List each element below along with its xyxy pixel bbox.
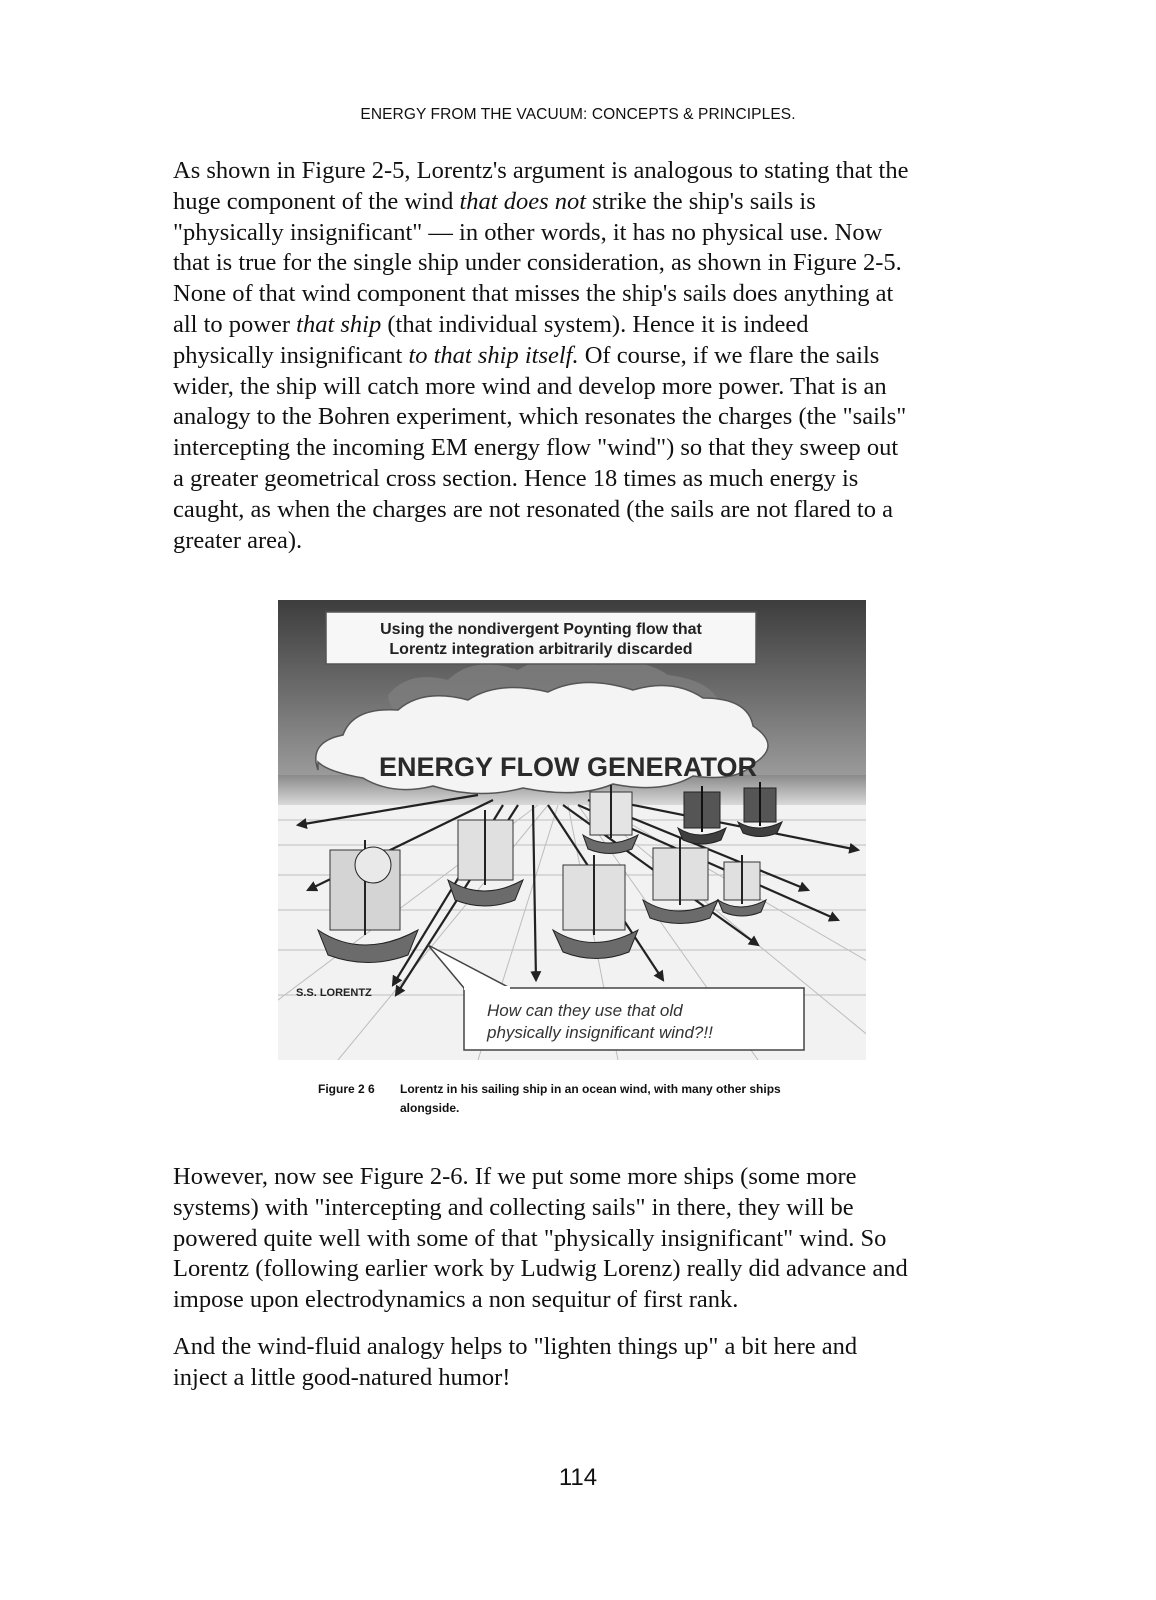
paragraph-lorentz-argument [173,156,1013,556]
ship [583,785,638,854]
text-line: However, now see Figure 2-6. If we put some more ships (some more [173,1163,857,1190]
text-run: (that individual system). Hence it is indeed [381,310,809,338]
text-run: Of course, if we flare the sails [578,341,880,369]
speech-line1: How can they use that old [487,1001,683,1020]
ship [553,855,638,959]
page-number: 114 [558,1464,598,1491]
text-line: None of that wind component that misses the ship's sails does anything at [173,280,894,308]
text-line [173,187,1013,218]
top-box-line1: Using the nondivergent Poynting flow that [380,621,702,638]
text-run: physically insignificant [173,341,409,369]
text-run: strike the ship's sails is [586,187,816,215]
text-line: that is true for the single ship under consideration, as shown in Figure 2-5. [173,249,902,277]
text-line: intercepting the incoming EM energy flow "wind") so that they sweep out [173,434,899,462]
paragraph-more-ships [173,1162,1013,1316]
text-line [173,341,1013,372]
text-line: "physically insignificant" — in other words, it has no physical use. Now [173,218,883,246]
top-box-line2: Lorentz integration arbitrarily discarded [389,641,693,658]
ship [718,855,766,916]
figure-caption [318,1080,878,1118]
text-line: systems) with "intercepting and collecting sails" in there, they will be [173,1193,854,1221]
running-head: ENERGY FROM THE VACUUM: CONCEPTS & PRINCIPLES. [360,106,796,123]
text-line: caught, as when the charges are not resonated (the sails are not flared to a [173,495,893,523]
italic-run: to that ship itself. [408,341,579,369]
italic-run: that ship [296,310,382,338]
caption-line1: Lorentz in his sailing ship in an ocean wind, with many other ships [400,1082,781,1096]
text-line [173,310,1013,341]
ship-label: S.S. LORENTZ [296,987,372,999]
ship [448,810,523,906]
ship [738,782,782,837]
ship [643,838,718,924]
text-run: all to power [173,310,297,338]
text-line: powered quite well with some of that "physically insignificant" wind. So [173,1224,887,1252]
text-line: a greater geometrical cross section. Hence 18 times as much energy is [173,464,859,492]
text-line: analogy to the Bohren experiment, which resonates the charges (the "sails" [173,403,907,431]
italic-run: that does not [459,187,587,215]
paragraph-humor [173,1332,1013,1394]
text-line: impose upon electrodynamics a non sequitur of first rank. [173,1286,739,1314]
text-line: Lorentz (following earlier work by Ludwig Lorenz) really did advance and [173,1255,908,1283]
speech-line2: physically insignificant wind?!! [487,1023,713,1042]
text-line: greater area). [173,526,303,554]
text-line: As shown in Figure 2-5, Lorentz's argument is analogous to stating that the [173,157,909,184]
text-line: inject a little good-natured humor! [173,1363,511,1391]
text-line: And the wind-fluid analogy helps to "lighten things up" a bit here and [173,1333,858,1360]
figure-energy-flow-generator [278,600,866,1060]
caption-line2: alongside. [400,1101,460,1115]
figure-number: Figure 2 6 [318,1082,375,1096]
cloud-label: ENERGY FLOW GENERATOR [378,752,758,782]
ship [678,786,726,844]
text-line: wider, the ship will catch more wind and develop more power. That is an [173,372,887,400]
text-run: huge component of the wind [173,187,460,215]
